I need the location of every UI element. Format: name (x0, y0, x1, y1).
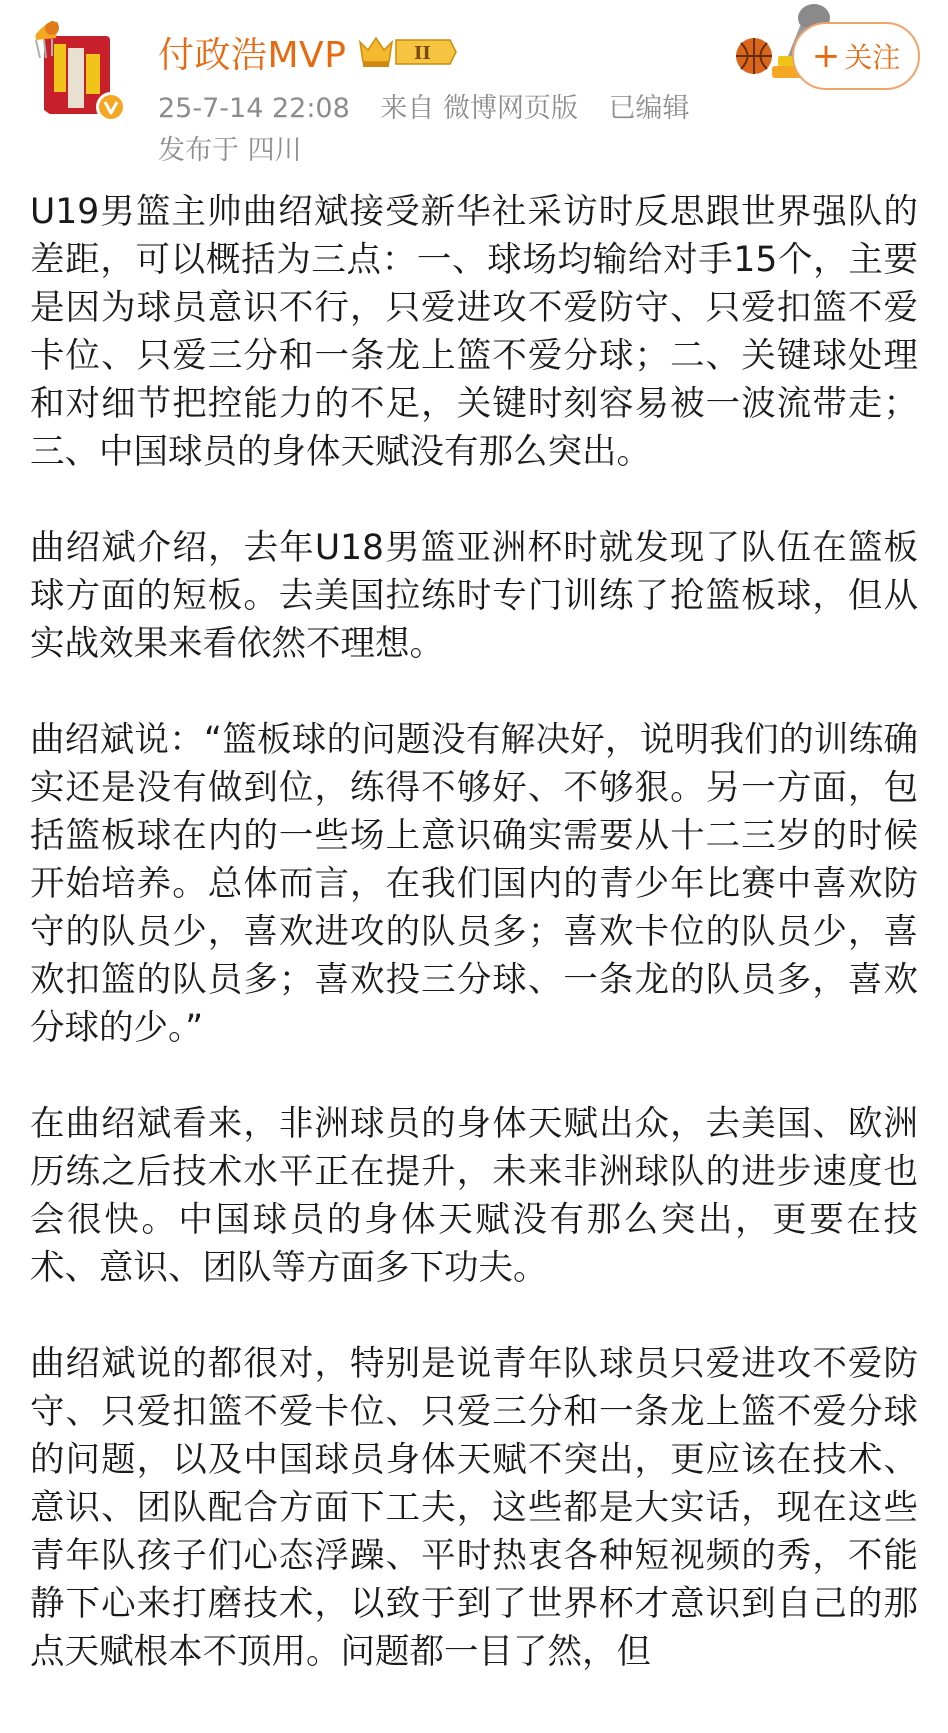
post-paragraph: 曲绍斌说的都很对，特别是说青年队球员只爱进攻不爱防守、只爱扣篮不爱卡位、只爱三分和一条龙上篮不爱分球的问题，以及中国球员身体天赋不突出，更应该在技术、意识、团队配合方面下工夫，这些都是大实话，现在这些青年队孩子们心态浮躁、平时热衷各种短视频的秀，不能静下心来打磨技术，以致于到了世界杯才意识到自己的那点天赋根本不顶用。问题都一目了然，但 (30, 1344, 918, 1672)
author-name-row (158, 26, 460, 78)
post-body (30, 188, 918, 1676)
crown-level-icon[interactable] (356, 32, 460, 72)
verified-v-icon (96, 92, 126, 122)
author-name[interactable]: 付政浩MVP (158, 34, 347, 76)
post-paragraph: 在曲绍斌看来，非洲球员的身体天赋出众，去美国、欧洲历练之后技术水平正在提升，未来非洲球队的进步速度也会很快。中国球员的身体天赋没有那么突出，更要在技术、意识、团队等方面多下功夫。 (30, 1104, 918, 1288)
post-paragraph: U19男篮主帅曲绍斌接受新华社采访时反思跟世界强队的差距，可以概括为三点：一、球场均输给对手15个，主要是因为球员意识不行，只爱进攻不爱防守、只爱扣篮不爱卡位、只爱三分和一条龙上篮不爱分球；二、关键球处理和对细节把控能力的不足，关键时刻容易被一波流带走；三、中国球员的身体天赋没有那么突出。 (30, 192, 918, 472)
level-label: II (414, 43, 432, 64)
post-meta (158, 86, 712, 125)
post-header (0, 0, 948, 170)
follow-label: 关注 (844, 41, 901, 74)
plus-icon: + (811, 36, 841, 76)
follow-button[interactable] (792, 22, 920, 90)
edited-label[interactable]: 已编辑 (608, 93, 690, 124)
post-source: 来自 微博网页版 (380, 93, 578, 124)
post-location: 发布于 四川 (158, 135, 302, 166)
post-time[interactable]: 25-7-14 22:08 (158, 93, 350, 124)
post-paragraph: 曲绍斌介绍，去年U18男篮亚洲杯时就发现了队伍在篮板球方面的短板。去美国拉练时专门训练了抢篮板球，但从实战效果来看依然不理想。 (30, 528, 918, 664)
post-paragraph: 曲绍斌说：“篮板球的问题没有解决好，说明我们的训练确实还是没有做到位，练得不够好、不够狠。另一方面，包括篮板球在内的一些场上意识确实需要从十二三岁的时候开始培养。总体而言，在我们国内的青少年比赛中喜欢防守的队员少，喜欢进攻的队员多；喜欢卡位的队员少，喜欢扣篮的队员多；喜欢投三分球、一条龙的队员多，喜欢分球的少。” (30, 720, 918, 1048)
